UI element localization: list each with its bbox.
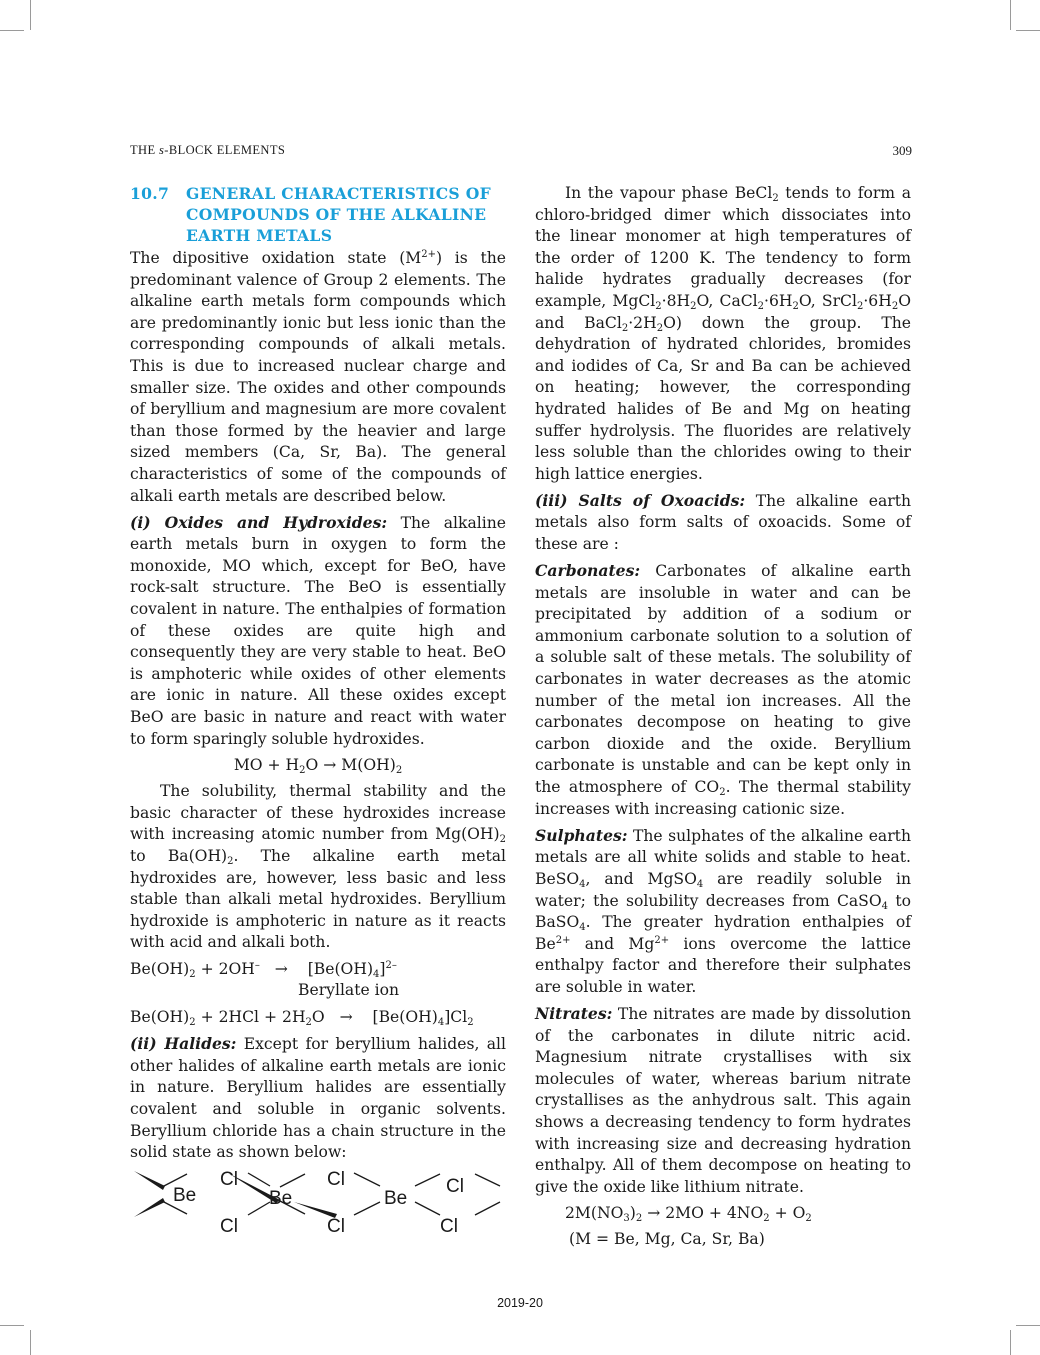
salts-heading: (iii) Salts of Oxoacids: [535,490,746,510]
section-heading [130,183,506,246]
atom-label-cl: Cl [327,1169,345,1190]
halides-heading: (ii) Halides: [130,1034,237,1054]
left-column [130,183,506,1248]
beryllate-ion-label: Beryllate ion [298,981,400,1000]
atom-label-be: Be [173,1184,197,1206]
atom-label-be: Be [269,1187,293,1209]
equation-mo-water: MO + $H_2O \to M(OH)_2$ [233,755,403,776]
crop-mark-top-right [1010,0,1011,30]
crop-mark-bottom-left-h [0,1325,24,1326]
crop-mark-bottom-right-h [1016,1325,1040,1326]
nitrates-heading: Nitrates: [535,1003,613,1023]
equation-hcl: $Be(OH)_2 + 2HCl + 2H_2O$ → $[Be(OH)_4]Cl_2$ [130,1007,474,1028]
intro-paragraph: The dipositive oxidation state $(M^{2+})$ is the predominant valence of Group 2 elements. The alkaline earth metals form compounds which are predominantly ionic but less ionic than the corresponding compounds of alkali metals. This is due to increased nuclear charge and smaller size. The oxides and other compounds of beryllium and magnesium are more covalent than those formed by the heavier and large sized members (Ca, Sr, Ba). The general characteristics of some of the compounds of alkali earth metals are described below. [130,249,506,505]
equation-nitrate-decomposition: $2M(NO_3)_2 \to 2MO + 4NO_2 + O_2$ [565,1203,812,1224]
carbonates-paragraph: Carbonates: Carbonates of alkaline earth metals are insoluble in water and can be precipitated by addition of a sodium or ammonium carbonate solution to a solution of a soluble salt of these metals. The solubility of carbonates in water decreases as the atomic number of the metal ion increases. All the carbonates decompose on heating to give carbon dioxide and the oxide. Beryllium carbonate is unstable and can be kept only in the atmosphere of $CO_2$. The thermal stability increases with increasing cationic size. [535,561,911,818]
running-head: THE s-BLOCK ELEMENTS [130,143,286,157]
becl2-chain-structure [130,1170,506,1248]
bond-line [248,1202,270,1215]
right-column [535,183,911,1251]
section-number: 10.7 [130,184,170,203]
footer-year: 2019-20 [497,1296,543,1310]
bond-line [475,1174,500,1186]
crop-mark-bottom-left [30,1330,31,1355]
bond-line [415,1202,440,1215]
crop-mark-bottom-right [1010,1330,1011,1355]
carbonates-heading: Carbonates: [535,561,641,581]
bond-line [280,1174,305,1187]
crop-mark-top-left-h [0,30,24,31]
bond-line [354,1173,380,1186]
crop-mark-top-left [30,0,31,30]
atom-label-cl: Cl [220,1215,238,1237]
wedge-bond [134,1171,165,1190]
page-number: 309 [892,143,912,158]
sulphates-heading: Sulphates: [535,825,628,845]
bond-line [475,1202,500,1215]
section-title: GENERAL CHARACTERISTICS OF COMPOUNDS OF THE ALKALINE EARTH METALS [186,184,491,245]
metal-list-note: (M = Be, Mg, Ca, Sr, Ba) [569,1230,765,1249]
oxides-heading: (i) Oxides and Hydroxides: [130,512,388,532]
bond-line [354,1202,380,1215]
atom-label-be: Be [384,1187,408,1209]
atom-label-cl: Cl [446,1175,464,1197]
atom-label-cl: Cl [327,1215,345,1237]
vapour-paragraph: In the vapour phase BeCl$_2$ tends to form a chloro-bridged dimer which dissociates into the linear monomer at high temperatures of the order of 1200 K. The tendency to form halide hydrates gradually decreases (for example, $MgCl_2\cdot 8H_2O$, $CaCl_2\cdot 6H_2O$, $SrCl_2\cdot 6H_2O$ and $BaCl_2\cdot 2H_2O$) down the group. The dehydration of hydrated chlorides, bromides and iodides of Ca, Sr and Ba can be achieved on heating; however, the corresponding hydrated halides of Be and Mg on heating suffer hydrolysis. The fluorides are relatively less soluble than the chlorides owing to their high lattice energies. [535,184,911,483]
solubility-paragraph: The solubility, thermal stability and the basic character of these hydroxides increase with increasing atomic number from $Mg(OH)_2$ to $Ba(OH)_2$. The alkaline earth metal hydroxides are, however, less basic and less stable than alkali metal hydroxides. Beryllium hydroxide is amphoteric in nature as it reacts with acid and alkali both. [130,782,506,952]
bond-line [415,1174,440,1186]
sulphates-paragraph: Sulphates: The sulphates of the alkaline earth metals are all white solids and stable to heat. BeSO$_4$, and MgSO$_4$ are readily soluble in water; the solubility decreases from CaSO$_4$ to BaSO$_4$. The greater hydration enthalpies of $Be^{2+}$ and $Mg^{2+}$ ions overcome the lattice enthalpy factor and therefore their sulphates are soluble in water. [535,825,912,996]
wedge-bond [134,1198,165,1217]
bond-line [248,1173,270,1186]
oxides-paragraph: (i) Oxides and Hydroxides: The alkaline earth metals burn in oxygen to form the monoxide, MO which, except for BeO, have rock-salt structure. The BeO is essentially covalent in nature. The enthalpies of formation of these oxides are quite high and consequently they are very stable to heat. BeO is amphoteric while oxides of other elements are ionic in nature. All these oxides except BeO are basic in nature and react with water to form sparingly soluble hydroxides. [130,512,506,748]
atom-label-cl: Cl [440,1215,458,1237]
atom-label-cl: Cl [220,1169,238,1190]
salts-paragraph: (iii) Salts of Oxoacids: The alkaline earth metals also form salts of oxoacids. Some of these are : [535,490,912,553]
equation-beryllate: $Be(OH)_2 + 2OH^-$ → $[Be(OH)_4]^{2-}$ Beryllate ion [130,959,506,1002]
crop-mark-top-right-h [1016,30,1040,31]
nitrates-paragraph: Nitrates: The nitrates are made by dissolution of the carbonates in dilute nitric acid. Magnesium nitrate crystallises with six molecules of water, whereas barium nitrate crystallises as the anhydrous salt. This again shows a decreasing tendency to form hydrates with increasing size and decreasing hydration enthalpy. All of them decompose on heating to give the oxide like lithium nitrate. [535,1003,911,1196]
halides-paragraph: (ii) Halides: Except for beryllium halides, all other halides of alkaline earth metals are ionic in nature. Beryllium halides are essentially covalent and soluble in organic solvents. Beryllium chloride has a chain structure in the solid state as shown below: [130,1034,507,1162]
